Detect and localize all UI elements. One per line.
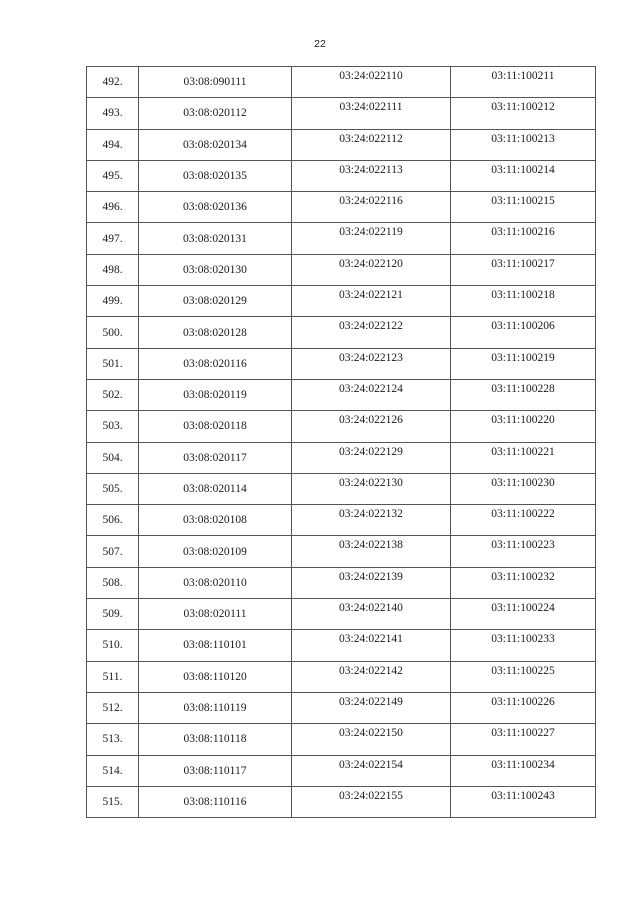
- code-cell-col2: 03:08:020128: [139, 317, 292, 348]
- table-row: [87, 536, 596, 567]
- code-cell-col3: 03:24:022141: [292, 630, 451, 661]
- row-number-cell: 494.: [87, 130, 139, 161]
- code-cell-col4: 03:11:100234: [451, 756, 596, 787]
- code-cell-col3: 03:24:022140: [292, 599, 451, 630]
- code-cell-col2: 03:08:020130: [139, 255, 292, 286]
- code-cell-col4: 03:11:100218: [451, 286, 596, 317]
- code-cell-col2: 03:08:110116: [139, 787, 292, 818]
- code-cell-col2: 03:08:020136: [139, 192, 292, 223]
- code-cell-col3: 03:24:022120: [292, 255, 451, 286]
- code-cell-col3: 03:24:022129: [292, 443, 451, 474]
- row-number-cell: 500.: [87, 317, 139, 348]
- code-cell-col2: 03:08:020114: [139, 474, 292, 505]
- row-number-cell: 506.: [87, 505, 139, 536]
- row-number-cell: 501.: [87, 349, 139, 380]
- code-cell-col2: 03:08:020131: [139, 223, 292, 254]
- table-row: [87, 380, 596, 411]
- code-cell-col2: 03:08:020135: [139, 161, 292, 192]
- code-cell-col4: 03:11:100223: [451, 536, 596, 567]
- code-cell-col4: 03:11:100232: [451, 568, 596, 599]
- code-cell-col3: 03:24:022149: [292, 693, 451, 724]
- code-cell-col3: 03:24:022121: [292, 286, 451, 317]
- table-row: [87, 787, 596, 818]
- row-number-cell: 510.: [87, 630, 139, 661]
- code-cell-col2: 03:08:110117: [139, 756, 292, 787]
- row-number-cell: 496.: [87, 192, 139, 223]
- row-number-cell: 507.: [87, 536, 139, 567]
- code-cell-col4: 03:11:100227: [451, 724, 596, 755]
- code-cell-col3: 03:24:022154: [292, 756, 451, 787]
- code-cell-col2: 03:08:090111: [139, 67, 292, 98]
- code-cell-col4: 03:11:100214: [451, 161, 596, 192]
- code-cell-col4: 03:11:100220: [451, 411, 596, 442]
- table-row: [87, 98, 596, 129]
- code-cell-col3: 03:24:022111: [292, 98, 451, 129]
- code-cell-col3: 03:24:022116: [292, 192, 451, 223]
- code-cell-col4: 03:11:100222: [451, 505, 596, 536]
- code-cell-col2: 03:08:020134: [139, 130, 292, 161]
- row-number-cell: 509.: [87, 599, 139, 630]
- code-cell-col2: 03:08:020118: [139, 411, 292, 442]
- code-cell-col4: 03:11:100225: [451, 662, 596, 693]
- code-cell-col3: 03:24:022110: [292, 67, 451, 98]
- code-cell-col2: 03:08:020119: [139, 380, 292, 411]
- code-cell-col4: 03:11:100233: [451, 630, 596, 661]
- code-cell-col2: 03:08:020110: [139, 568, 292, 599]
- code-cell-col4: 03:11:100212: [451, 98, 596, 129]
- row-number-cell: 492.: [87, 67, 139, 98]
- table-row: [87, 67, 596, 98]
- table-row: [87, 130, 596, 161]
- table-row: [87, 693, 596, 724]
- table-row: [87, 756, 596, 787]
- code-cell-col2: 03:08:020117: [139, 443, 292, 474]
- row-number-cell: 513.: [87, 724, 139, 755]
- code-cell-col4: 03:11:100211: [451, 67, 596, 98]
- code-cell-col3: 03:24:022123: [292, 349, 451, 380]
- code-cell-col2: 03:08:110101: [139, 630, 292, 661]
- code-cell-col3: 03:24:022113: [292, 161, 451, 192]
- code-cell-col3: 03:24:022138: [292, 536, 451, 567]
- code-cell-col3: 03:24:022142: [292, 662, 451, 693]
- code-cell-col3: 03:24:022119: [292, 223, 451, 254]
- row-number-cell: 498.: [87, 255, 139, 286]
- code-cell-col4: 03:11:100226: [451, 693, 596, 724]
- code-cell-col4: 03:11:100243: [451, 787, 596, 818]
- table-row: [87, 411, 596, 442]
- code-cell-col2: 03:08:020108: [139, 505, 292, 536]
- table-row: [87, 505, 596, 536]
- row-number-cell: 502.: [87, 380, 139, 411]
- row-number-cell: 503.: [87, 411, 139, 442]
- table-row: [87, 662, 596, 693]
- row-number-cell: 493.: [87, 98, 139, 129]
- table-row: [87, 317, 596, 348]
- code-cell-col4: 03:11:100217: [451, 255, 596, 286]
- code-cell-col4: 03:11:100221: [451, 443, 596, 474]
- code-cell-col4: 03:11:100213: [451, 130, 596, 161]
- code-cell-col3: 03:24:022130: [292, 474, 451, 505]
- code-cell-col2: 03:08:020111: [139, 599, 292, 630]
- row-number-cell: 499.: [87, 286, 139, 317]
- row-number-cell: 512.: [87, 693, 139, 724]
- code-cell-col2: 03:08:020116: [139, 349, 292, 380]
- code-cell-col4: 03:11:100230: [451, 474, 596, 505]
- row-number-cell: 511.: [87, 662, 139, 693]
- row-number-cell: 497.: [87, 223, 139, 254]
- table-row: [87, 192, 596, 223]
- table-row: [87, 349, 596, 380]
- table-row: [87, 599, 596, 630]
- table-row: [87, 255, 596, 286]
- table-row: [87, 443, 596, 474]
- code-cell-col3: 03:24:022150: [292, 724, 451, 755]
- row-number-cell: 504.: [87, 443, 139, 474]
- row-number-cell: 514.: [87, 756, 139, 787]
- code-cell-col3: 03:24:022112: [292, 130, 451, 161]
- row-number-cell: 508.: [87, 568, 139, 599]
- code-cell-col4: 03:11:100228: [451, 380, 596, 411]
- table-row: [87, 223, 596, 254]
- code-cell-col2: 03:08:110118: [139, 724, 292, 755]
- code-cell-col3: 03:24:022126: [292, 411, 451, 442]
- code-cell-col3: 03:24:022155: [292, 787, 451, 818]
- table-row: [87, 474, 596, 505]
- code-cell-col4: 03:11:100206: [451, 317, 596, 348]
- row-number-cell: 495.: [87, 161, 139, 192]
- table-row: [87, 568, 596, 599]
- code-cell-col2: 03:08:020112: [139, 98, 292, 129]
- code-cell-col4: 03:11:100224: [451, 599, 596, 630]
- code-cell-col2: 03:08:020109: [139, 536, 292, 567]
- table-row: [87, 161, 596, 192]
- code-cell-col4: 03:11:100219: [451, 349, 596, 380]
- row-number-cell: 505.: [87, 474, 139, 505]
- data-table: [86, 66, 596, 818]
- page-number: 22: [314, 38, 326, 50]
- code-cell-col2: 03:08:110120: [139, 662, 292, 693]
- table-row: [87, 724, 596, 755]
- table-row: [87, 286, 596, 317]
- code-cell-col3: 03:24:022132: [292, 505, 451, 536]
- code-cell-col3: 03:24:022122: [292, 317, 451, 348]
- code-cell-col4: 03:11:100216: [451, 223, 596, 254]
- code-cell-col4: 03:11:100215: [451, 192, 596, 223]
- code-cell-col3: 03:24:022124: [292, 380, 451, 411]
- table-row: [87, 630, 596, 661]
- code-cell-col2: 03:08:110119: [139, 693, 292, 724]
- code-cell-col3: 03:24:022139: [292, 568, 451, 599]
- row-number-cell: 515.: [87, 787, 139, 818]
- code-cell-col2: 03:08:020129: [139, 286, 292, 317]
